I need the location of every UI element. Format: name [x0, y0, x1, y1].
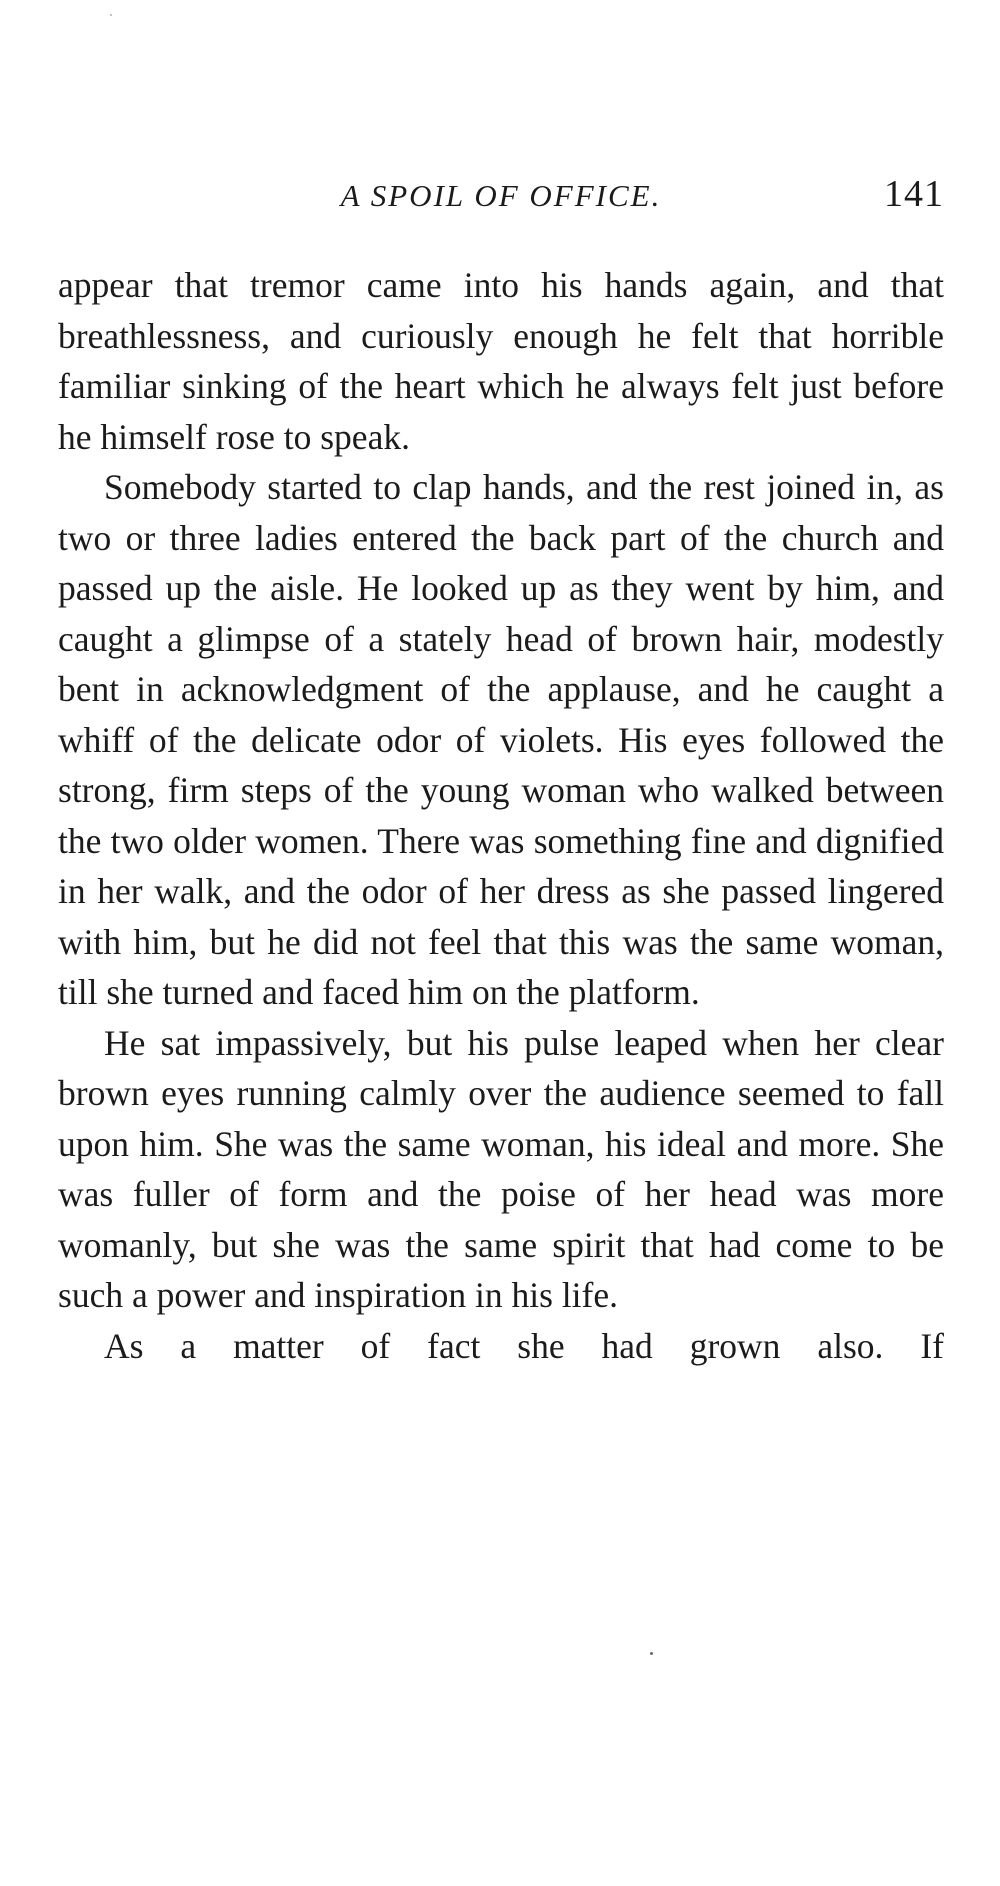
body-text — [58, 260, 944, 1371]
print-speck — [110, 14, 112, 16]
running-header — [58, 172, 944, 222]
page-number: 141 — [884, 173, 944, 215]
print-speck — [650, 1652, 653, 1655]
running-title: A SPOIL OF OFFICE. — [340, 178, 662, 213]
paragraph: As a matter of fact she had grown also. If — [104, 1325, 944, 1366]
paragraph: He sat impassively, but his pulse leaped when her clear brown eyes running calmly over the audience seemed to fall upon him. She was the same woman, his ideal and more. She was fuller of form and the poise of her head was more womanly, but she was the same spirit that had come to be such a power and inspiration in his life. — [58, 1022, 944, 1315]
paragraph-continued: appear that tremor came into his hands again, and that breathlessness, and curiously enough he felt that horrible familiar sinking of the heart which he always felt just before he himself rose to speak. — [58, 265, 944, 457]
paragraph: Somebody started to clap hands, and the rest joined in, as two or three ladies entered the back part of the church and passed up the aisle. He looked up as they went by him, and caught a glimpse of a stately head of brown hair, modestly bent in acknowledgment of the applause, and he caught a whiff of the delicate odor of violets. His eyes followed the strong, firm steps of the young woman who walked between the two older women. There was something fine and dignified in her walk, and the odor of her dress as she passed lingered with him, but he did not feel that this was the same woman, till she turned and faced him on the platform. — [58, 467, 944, 1012]
